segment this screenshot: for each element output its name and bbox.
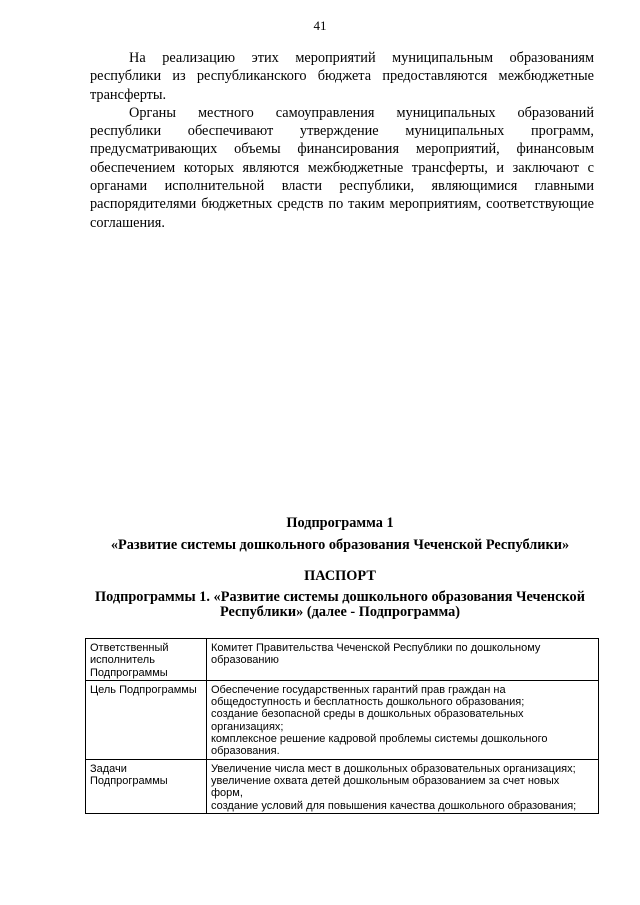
row-value-line: увеличение охвата детей дошкольным образованием за счет новых форм, [211, 774, 560, 800]
subprogram-number: Подпрограмма 1 [286, 515, 394, 531]
subprogram-name: «Развитие системы дошкольного образования Чеченской Республики» [110, 537, 570, 553]
row-label: Задачи Подпрограммы [86, 759, 207, 813]
subprogram-heading [60, 512, 620, 556]
passport-table [85, 638, 599, 814]
row-value-line: создание безопасной среды в дошкольных образовательных организациях; [211, 708, 524, 733]
row-label: Цель Подпрограммы [86, 680, 207, 759]
row-value [207, 639, 599, 681]
row-label: Ответственный исполнитель Подпрограммы [86, 639, 207, 681]
intro-paragraph: На реализацию этих мероприятий муниципальным образованиям республики из республиканского бюджета предоставляются межбюджетные трансферты. [90, 50, 594, 103]
row-value-line: Увеличение числа мест в дошкольных образовательных организациях; [211, 762, 576, 775]
passport-title: ПАСПОРТ [304, 568, 376, 584]
intro-paragraph: Органы местного самоуправления муниципальных образований республики обеспечивают утверждение муниципальных программ, предусматривающих объемы финансирования мероприятий, финансовым обеспечением которых являются межбюджетные трансферты, и заключают с органами исполнительной власти республики, являющимися главными распорядителями бюджетных средств по таким мероприятиям, соответствующие соглашения. [90, 104, 594, 231]
intro-text [90, 49, 594, 232]
row-value [207, 759, 599, 813]
table-row [86, 639, 599, 681]
table-row [86, 759, 599, 813]
row-value [207, 680, 599, 759]
table-row [86, 680, 599, 759]
row-value-line: создание условий для повышения качества дошкольного образования; [211, 799, 577, 812]
row-value-line: Обеспечение государственных гарантий прав граждан на общедоступность и бесплатность дошкольного образования; [211, 683, 525, 709]
passport-subtitle: Подпрограммы 1. «Развитие системы дошкольного образования Чеченской Республики» (далее - Подпрограмма) [95, 589, 585, 620]
row-value-line: Комитет Правительства Чеченской Республики по дошкольному образованию [211, 642, 541, 667]
page-number: 41 [313, 18, 327, 33]
row-value-line: комплексное решение кадровой проблемы системы дошкольного образования. [211, 733, 548, 758]
